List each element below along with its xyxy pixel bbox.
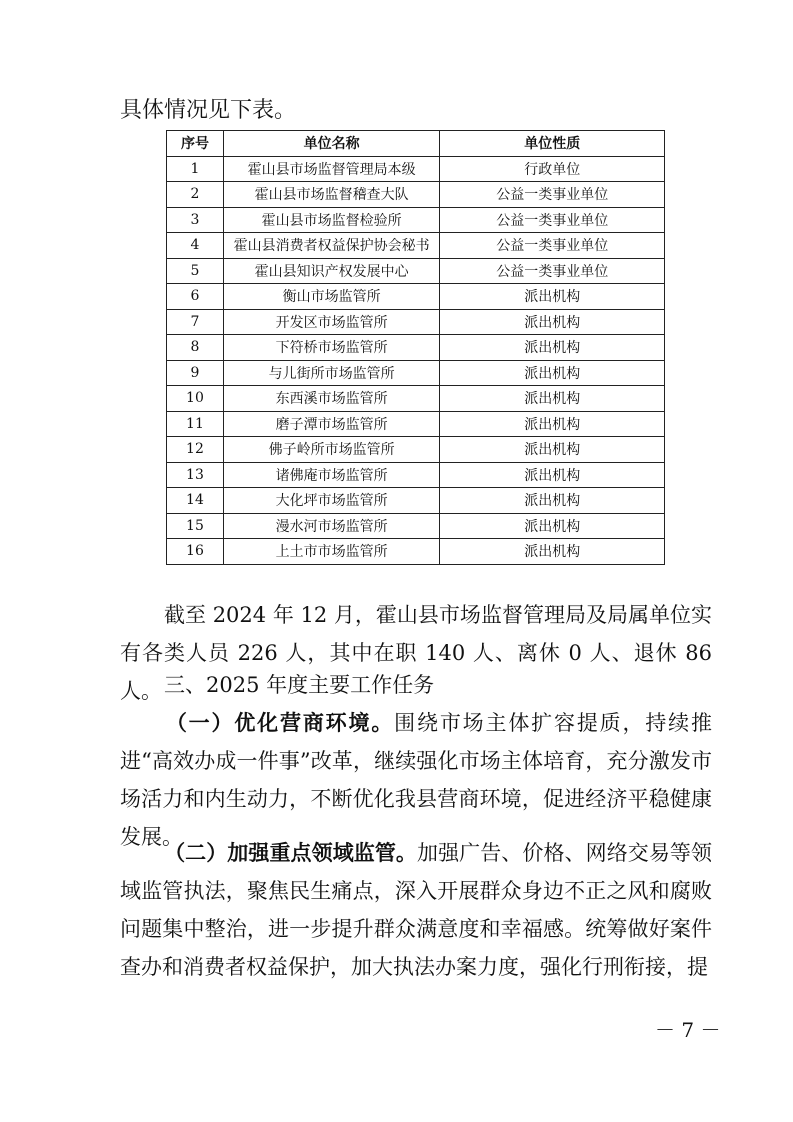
header-number: 序号 xyxy=(167,131,224,157)
cell-number: 6 xyxy=(167,284,224,310)
task-2-paragraph xyxy=(120,834,712,986)
cell-number: 5 xyxy=(167,258,224,284)
cell-unit-name: 与儿街所市场监管所 xyxy=(223,360,440,386)
task-2-lead: （二）加强重点领域监管。 xyxy=(164,840,417,865)
staff-text: 截至 2024 年 12 月，霍山县市场监督管理局及局属单位实有各类人员 226 人，其中在职 140 人、离休 0 人、退休 86 人。 xyxy=(120,603,712,703)
cell-unit-name: 霍山县市场监督检验所 xyxy=(223,207,440,233)
cell-unit-type: 派出机构 xyxy=(440,386,665,412)
cell-unit-name: 磨子潭市场监管所 xyxy=(223,411,440,437)
cell-unit-name: 霍山县知识产权发展中心 xyxy=(223,258,440,284)
cell-unit-type: 公益一类事业单位 xyxy=(440,207,665,233)
cell-unit-type: 公益一类事业单位 xyxy=(440,258,665,284)
table-row xyxy=(167,182,665,208)
table-row xyxy=(167,207,665,233)
cell-unit-name: 佛子岭所市场监管所 xyxy=(223,437,440,463)
table-row xyxy=(167,233,665,259)
table-row xyxy=(167,539,665,565)
table-row xyxy=(167,360,665,386)
cell-unit-type: 派出机构 xyxy=(440,411,665,437)
table-header-row xyxy=(167,131,665,157)
cell-unit-type: 派出机构 xyxy=(440,513,665,539)
table-body xyxy=(167,156,665,564)
cell-unit-type: 派出机构 xyxy=(440,309,665,335)
cell-number: 1 xyxy=(167,156,224,182)
cell-unit-type: 公益一类事业单位 xyxy=(440,233,665,259)
cell-number: 8 xyxy=(167,335,224,361)
cell-number: 16 xyxy=(167,539,224,565)
cell-unit-type: 派出机构 xyxy=(440,539,665,565)
table-row xyxy=(167,156,665,182)
cell-number: 4 xyxy=(167,233,224,259)
table-row xyxy=(167,309,665,335)
cell-number: 3 xyxy=(167,207,224,233)
task-1-lead: （一）优化营商环境。 xyxy=(164,710,395,735)
cell-unit-name: 诸佛庵市场监管所 xyxy=(223,462,440,488)
cell-unit-type: 派出机构 xyxy=(440,335,665,361)
cell-unit-type: 派出机构 xyxy=(440,360,665,386)
table-row xyxy=(167,386,665,412)
cell-unit-type: 行政单位 xyxy=(440,156,665,182)
cell-number: 7 xyxy=(167,309,224,335)
cell-unit-name: 霍山县消费者权益保护协会秘书 xyxy=(223,233,440,259)
cell-unit-name: 霍山县市场监督稽查大队 xyxy=(223,182,440,208)
cell-unit-type: 派出机构 xyxy=(440,284,665,310)
section-heading: 三、2025 年度主要工作任务 xyxy=(164,673,435,697)
page-number: － 7 － xyxy=(655,1018,721,1042)
table-row xyxy=(167,411,665,437)
cell-number: 10 xyxy=(167,386,224,412)
table-row xyxy=(167,488,665,514)
header-unit-name: 单位名称 xyxy=(223,131,440,157)
cell-unit-name: 衡山市场监管所 xyxy=(223,284,440,310)
cell-number: 12 xyxy=(167,437,224,463)
task-2-body: 加强广告、价格、网络交易等领域监管执法，聚焦民生痛点，深入开展群众身边不正之风和腐败问题集中整治，进一步提升群众满意度和幸福感。统筹做好案件查办和消费者权益保护，加大执法办案力度，强化行刑衔接，提 xyxy=(120,841,712,979)
cell-number: 2 xyxy=(167,182,224,208)
intro-text: 具体情况见下表。 xyxy=(120,98,297,123)
table-row xyxy=(167,462,665,488)
cell-unit-name: 开发区市场监管所 xyxy=(223,309,440,335)
table-row xyxy=(167,513,665,539)
cell-number: 13 xyxy=(167,462,224,488)
cell-unit-type: 派出机构 xyxy=(440,488,665,514)
cell-number: 14 xyxy=(167,488,224,514)
cell-unit-type: 派出机构 xyxy=(440,437,665,463)
cell-unit-name: 漫水河市场监管所 xyxy=(223,513,440,539)
table-row xyxy=(167,335,665,361)
cell-unit-type: 派出机构 xyxy=(440,462,665,488)
cell-number: 15 xyxy=(167,513,224,539)
cell-unit-type: 公益一类事业单位 xyxy=(440,182,665,208)
cell-unit-name: 上土市市场监管所 xyxy=(223,539,440,565)
units-table xyxy=(166,130,665,565)
header-unit-type: 单位性质 xyxy=(440,131,665,157)
cell-number: 9 xyxy=(167,360,224,386)
table-row xyxy=(167,284,665,310)
cell-unit-name: 下符桥市场监管所 xyxy=(223,335,440,361)
cell-unit-name: 霍山县市场监督管理局本级 xyxy=(223,156,440,182)
cell-unit-name: 大化坪市场监管所 xyxy=(223,488,440,514)
table-row xyxy=(167,258,665,284)
task-1-body: 围绕市场主体扩容提质，持续推进“高效办成一件事”改革，继续强化市场主体培育，充分激发市场活力和内生动力，不断优化我县营商环境，促进经济平稳健康发展。 xyxy=(120,711,713,849)
cell-unit-name: 东西溪市场监管所 xyxy=(223,386,440,412)
cell-number: 11 xyxy=(167,411,224,437)
table-row xyxy=(167,437,665,463)
